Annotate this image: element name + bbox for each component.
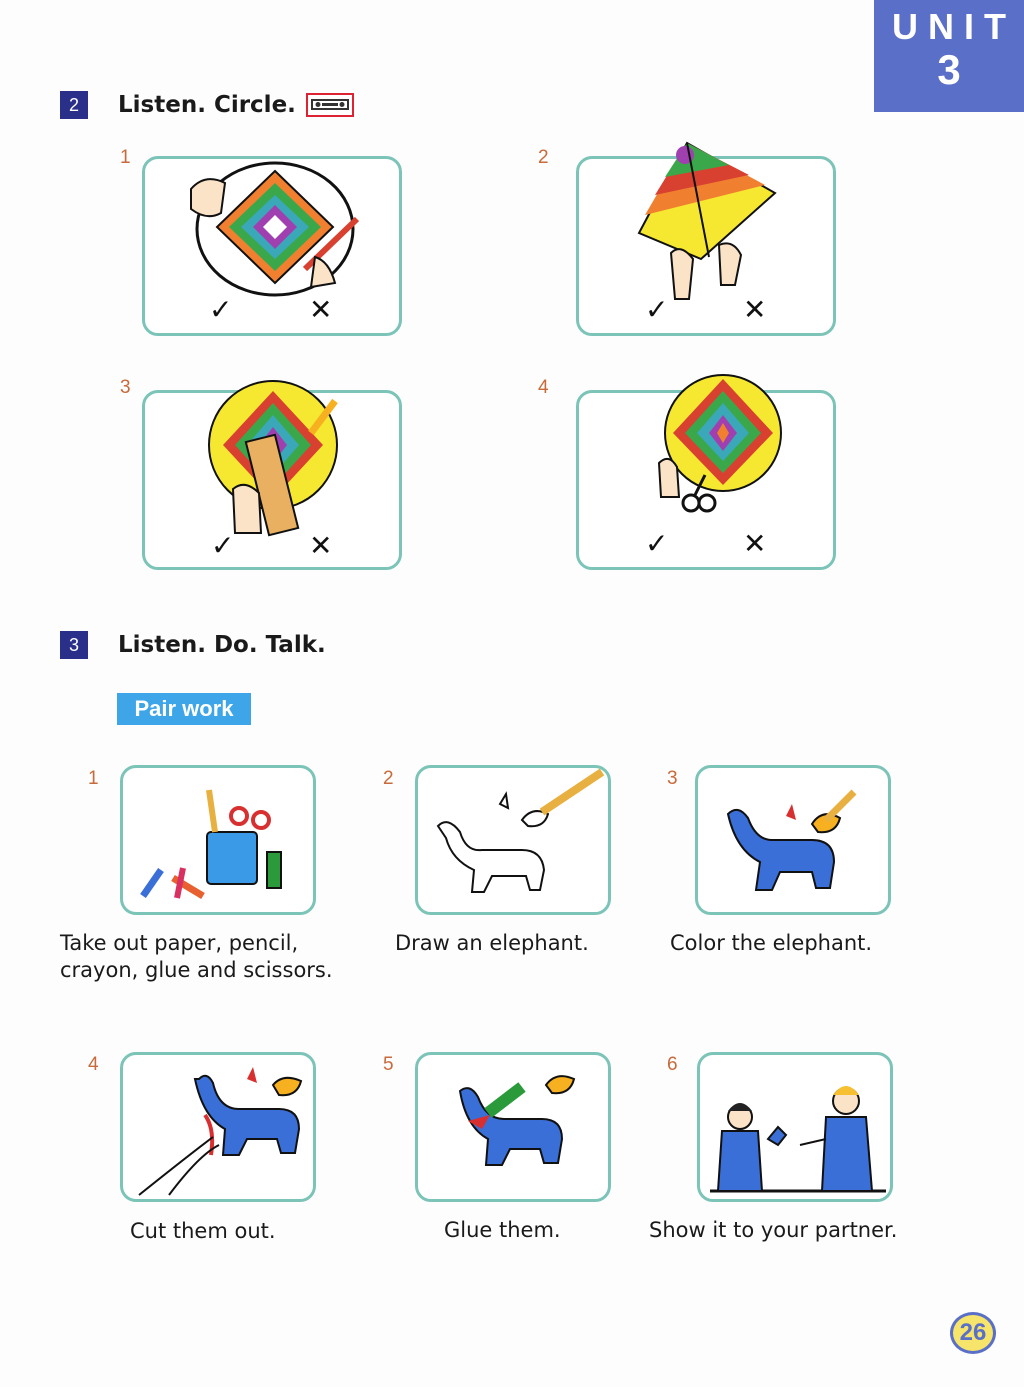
section-2-badge: 2 xyxy=(60,91,88,119)
cross-mark[interactable]: ✕ xyxy=(743,293,767,326)
unit-tab xyxy=(874,0,1024,112)
step-number: 5 xyxy=(383,1054,394,1075)
section-3-badge: 3 xyxy=(60,631,88,659)
cross-mark[interactable]: ✕ xyxy=(309,529,333,562)
step-1-picture xyxy=(120,765,316,915)
supplies-illustration xyxy=(123,768,319,918)
unit-label: UNIT xyxy=(892,6,1016,47)
step-5-picture xyxy=(415,1052,611,1202)
blue-elephant-illustration xyxy=(698,768,894,918)
step-number: 1 xyxy=(88,768,99,789)
children-sharing-illustration xyxy=(700,1055,896,1205)
step-2-picture xyxy=(415,765,611,915)
step-4-picture xyxy=(120,1052,316,1202)
check-mark[interactable]: ✓ xyxy=(209,293,233,326)
item-number: 4 xyxy=(538,377,549,398)
check-mark[interactable]: ✓ xyxy=(645,527,669,560)
check-mark[interactable]: ✓ xyxy=(211,529,235,562)
item-number: 2 xyxy=(538,147,549,168)
kite-drawing-illustration xyxy=(145,159,405,339)
step-4-caption: Cut them out. xyxy=(130,1219,276,1243)
step-1-caption-line-2: crayon, glue and scissors. xyxy=(60,958,333,982)
kite-ruler-illustration xyxy=(145,393,405,573)
cross-mark[interactable]: ✕ xyxy=(309,293,333,326)
step-6-caption: Show it to your partner. xyxy=(649,1218,898,1242)
page-number: 26 xyxy=(950,1312,996,1354)
step-5-caption: Glue them. xyxy=(444,1218,561,1242)
listen-circle-item-2 xyxy=(576,156,836,336)
listen-circle-item-1 xyxy=(142,156,402,336)
step-2-caption: Draw an elephant. xyxy=(395,931,589,955)
item-number: 1 xyxy=(120,147,131,168)
section-2-title: Listen. Circle. xyxy=(118,92,296,118)
listen-circle-item-3 xyxy=(142,390,402,570)
cross-mark[interactable]: ✕ xyxy=(743,527,767,560)
step-6-picture xyxy=(697,1052,893,1202)
listen-circle-item-4 xyxy=(576,390,836,570)
kite-scissors-illustration xyxy=(579,393,839,573)
item-number: 3 xyxy=(120,377,131,398)
check-mark[interactable]: ✓ xyxy=(645,293,669,326)
glue-elephant-illustration xyxy=(418,1055,614,1205)
step-number: 2 xyxy=(383,768,394,789)
section-3-header xyxy=(60,630,326,660)
step-3-picture xyxy=(695,765,891,915)
pair-work-label: Pair work xyxy=(117,693,251,725)
step-number: 4 xyxy=(88,1054,99,1075)
section-3-title: Listen. Do. Talk. xyxy=(118,632,326,658)
step-number: 6 xyxy=(667,1054,678,1075)
cassette-icon xyxy=(306,92,354,118)
step-3-caption: Color the elephant. xyxy=(670,931,873,955)
elephant-outline-illustration xyxy=(418,768,614,918)
kite-folding-illustration xyxy=(579,159,839,339)
unit-number: 3 xyxy=(937,46,961,93)
section-2-header xyxy=(60,90,354,120)
step-1-caption xyxy=(60,930,333,984)
cut-elephant-illustration xyxy=(123,1055,319,1205)
step-1-caption-line-1: Take out paper, pencil, xyxy=(60,931,299,955)
step-number: 3 xyxy=(667,768,678,789)
